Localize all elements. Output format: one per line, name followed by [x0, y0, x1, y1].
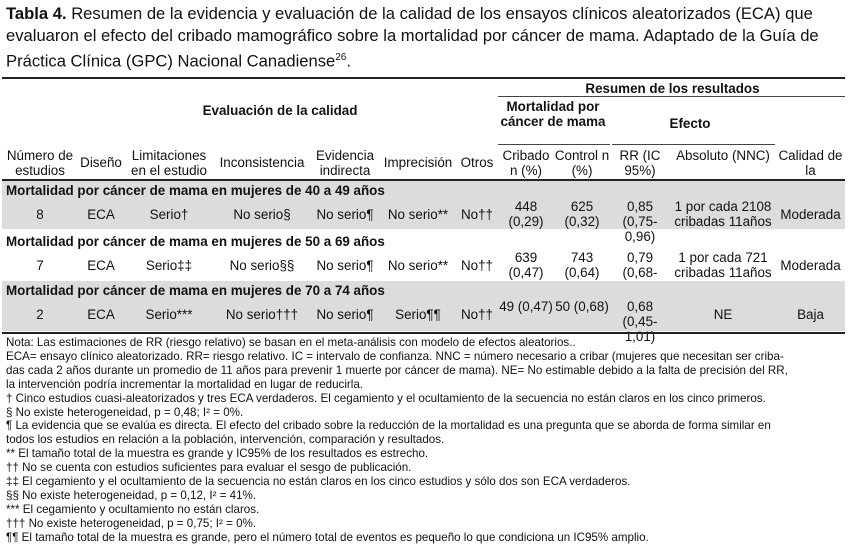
caption-end: . — [346, 51, 351, 71]
results-rule — [498, 96, 845, 97]
table-cell: No serio¶ — [316, 258, 374, 273]
column-header: Imprecisión — [383, 155, 453, 170]
column-header: Absoluto (NNC) — [676, 148, 770, 163]
note-line: todos los estudios en relación a la población, intervención, comparación y resultados. — [6, 433, 445, 447]
top-rule — [2, 77, 845, 79]
column-header: RR (IC 95%) — [619, 148, 661, 178]
note-line: †† No se cuenta con estudios suficientes para evaluar el sesgo de publicación. — [6, 461, 412, 475]
table-cell: No serio¶ — [316, 307, 374, 322]
table-cell: 1 por cada 721 cribadas 11años — [674, 250, 772, 280]
section-title: Mortalidad por cáncer de mama en mujeres de 70 a 74 años — [6, 283, 385, 298]
mortality-group-header: Mortalidad por cáncer de mama — [500, 99, 606, 129]
table-cell: No†† — [460, 307, 493, 322]
table-cell: ECA — [87, 258, 115, 273]
note-line: Nota: Las estimaciones de RR (riesgo relativo) se basan en el meta-análisis con modelo de efectos aleatorios.. — [6, 336, 576, 349]
note-line: la intervención podría incrementar la mortalidad en lugar de reducirla. — [6, 377, 364, 391]
table-cell: 50 (0,68) — [555, 299, 609, 314]
table-cell: Serio*** — [145, 307, 193, 322]
table-cell: ECA — [87, 307, 115, 322]
note-line: §§ No existe heterogeneidad, p = 0,12, I² = 41%. — [6, 488, 257, 502]
table-cell: 743 (0,64) — [564, 250, 600, 280]
column-header: Inconsistencia — [219, 155, 305, 170]
table-cell: Baja — [797, 307, 824, 322]
table-cell: No†† — [460, 207, 493, 222]
table-caption: Resumen de la evidencia y evaluación de la calidad de los ensayos clínicos aleatorizados (ECA) que evaluaron el efecto del cribado mamográfico sobre la mortalidad por cáncer de mama. Adaptado de la Guía de Práctica Clínica (GPC) Nacional Canadiense — [6, 4, 819, 71]
note-line: † Cinco estudios cuasi-aleatorizados y tres ECA verdaderos. El cegamiento y el ocultamiento de la secuencia no están claros en los cinco primeros. — [6, 391, 766, 405]
note-line: ‡‡ El cegamiento y el ocultamiento de la secuencia no están claros en los cinco estudios y sólo dos son ECA verdaderos. — [6, 475, 631, 489]
table-cell: ECA — [87, 207, 115, 222]
note-line: ††† No existe heterogeneidad, p = 0,75; I² = 0%. — [6, 516, 257, 530]
table-cell: 49 (0,47) — [499, 299, 553, 314]
results-group-header: Resumen de los resultados — [585, 81, 760, 96]
note-line: § No existe heterogeneidad, p = 0,48; I² = 0%. — [6, 405, 244, 419]
table-cell: 448 (0,29) — [508, 199, 544, 229]
effect-group-header: Efecto — [669, 116, 711, 131]
table-cell: 2 — [36, 307, 44, 322]
table-cell: 639 (0,47) — [508, 250, 544, 280]
table-cell: NE — [713, 307, 733, 322]
note-line: ECA= ensayo clínico aleatorizado. RR= riesgo relativo. IC = intervalo de confianza. NNC = número necesario a cribar (mujeres que necesitan ser criba- — [6, 349, 784, 363]
table-cell: No serio§ — [233, 207, 291, 222]
note-line: ** El tamaño total de la muestra es grande y IC95% de los resultados es estrecho. — [6, 447, 429, 461]
note-line: *** El cegamiento y ocultamiento no están claros. — [6, 502, 260, 516]
table-cell: No serio††† — [225, 307, 299, 322]
table-cell: No serio** — [387, 207, 449, 222]
note-line: ¶¶ El tamaño total de la muestra es grande, pero el número total de eventos es pequeño lo que condiciona un IC95% amplio. — [6, 530, 649, 544]
table-cell: 0,79 (0,68- — [622, 250, 658, 280]
table-cell: Serio¶¶ — [395, 307, 441, 322]
table-cell: Serio† — [149, 207, 189, 222]
note-line: ¶ La evidencia que se evalúa es directa. El efecto del cribado sobre la reducción de la mortalidad es una pregunta que se aborda de forma similar en — [6, 419, 771, 433]
quality-group-header: Evaluación de la calidad — [202, 103, 358, 118]
reference-superscript: 26 — [335, 52, 347, 63]
bottom-rule — [2, 332, 845, 334]
table-cell: No serio§§ — [229, 258, 295, 273]
effect-rule — [612, 144, 775, 145]
column-header: Número de estudios — [6, 148, 74, 178]
column-header: Cribado n (%) — [502, 148, 550, 178]
table-cell: 0,85 (0,75-0,96) — [622, 199, 658, 244]
table-notes — [6, 336, 846, 545]
column-header: Evidencia indirecta — [315, 148, 375, 178]
column-header: Limitaciones en el estudio — [131, 148, 207, 178]
table-cell: No serio** — [387, 258, 449, 273]
table-cell: 7 — [36, 258, 44, 273]
column-header: Control n (%) — [554, 148, 610, 178]
table-title — [6, 3, 848, 73]
table-cell: 8 — [36, 207, 44, 222]
table-label: Tabla 4. — [6, 4, 67, 23]
table-cell: Serio‡‡ — [145, 258, 193, 273]
table-cell: 0,68 (0,45-1,01) — [622, 299, 658, 344]
table-cell: 1 por cada 2108 cribadas 11años — [674, 199, 772, 229]
column-header: Otros — [460, 155, 494, 170]
table-cell: 625 (0,32) — [564, 199, 600, 229]
section-title: Mortalidad por cáncer de mama en mujeres de 40 a 49 años — [6, 183, 385, 198]
note-line: das cada 2 años durante un promedio de 11 años para prevenir 1 muerte por cáncer de mama). NE= No estimable debido a la falta de precisión del RR, — [6, 363, 788, 377]
table-cell: No serio¶ — [316, 207, 374, 222]
table-cell: Moderada — [780, 258, 841, 273]
mortality-rule — [498, 144, 610, 145]
table-cell: Moderada — [780, 207, 841, 222]
column-header: Calidad de la — [778, 148, 843, 178]
section-title: Mortalidad por cáncer de mama en mujeres de 50 a 69 años — [6, 234, 385, 249]
table-cell: No†† — [460, 258, 493, 273]
column-header: Diseño — [80, 155, 122, 170]
